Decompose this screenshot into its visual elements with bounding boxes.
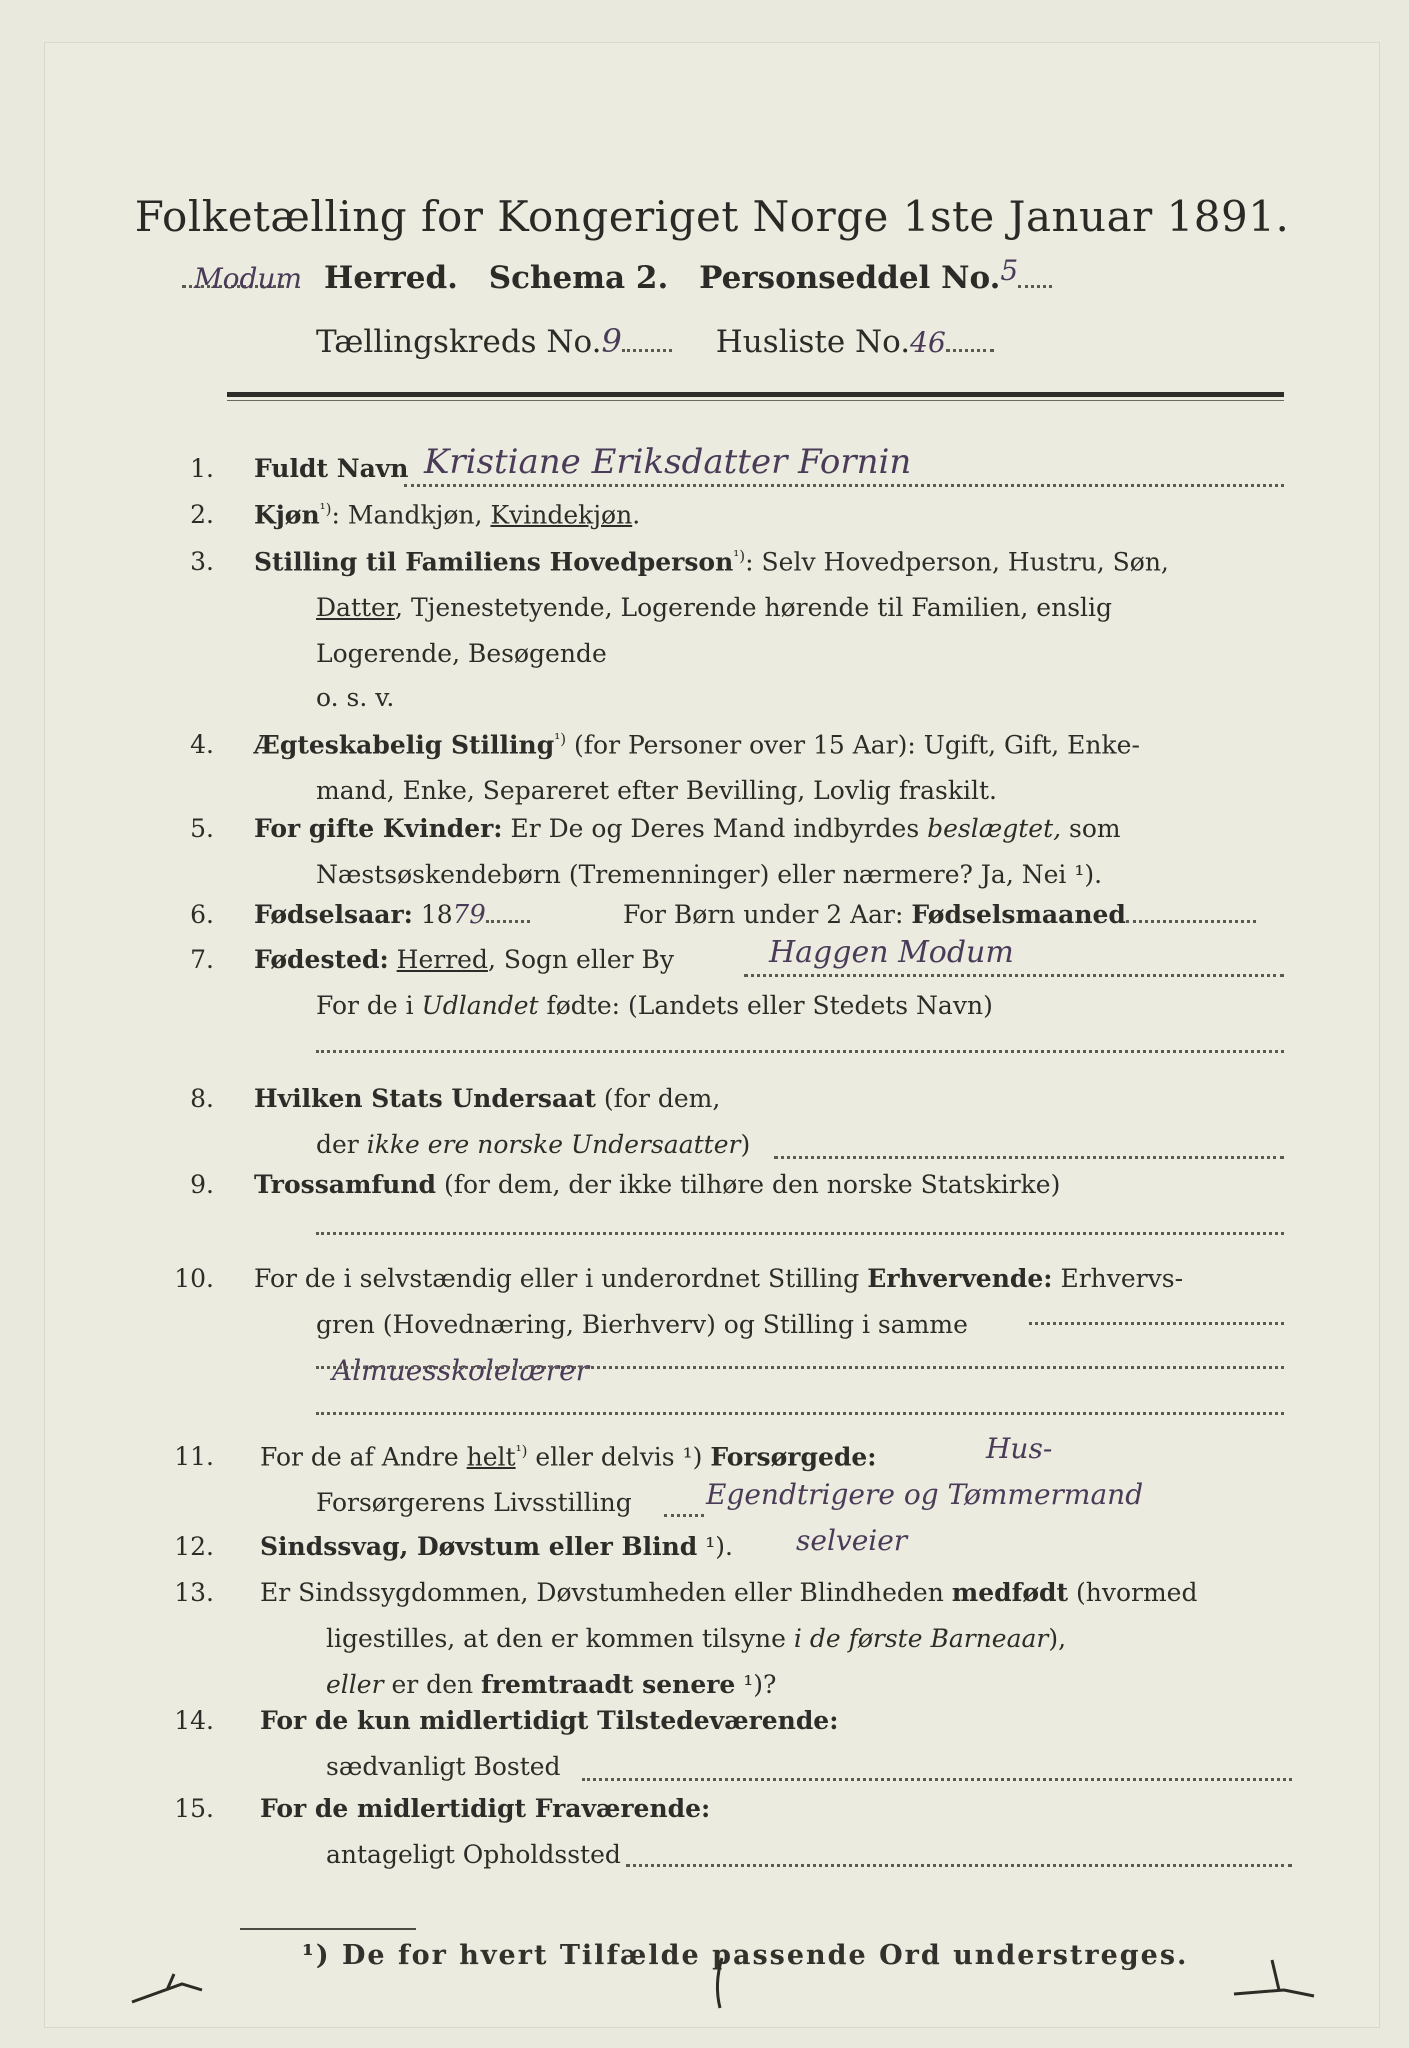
item-number: 8. xyxy=(190,1084,214,1113)
footnote-mark: ¹) xyxy=(733,547,746,565)
item-label: medfødt xyxy=(951,1578,1069,1607)
item-text: Erhvervs- xyxy=(1052,1264,1184,1293)
fill-line xyxy=(316,1412,1284,1415)
item-label: For gifte Kvinder: xyxy=(254,814,503,843)
item-number: 14. xyxy=(174,1706,214,1735)
fill-line xyxy=(774,1156,1284,1159)
husliste-value: 46 xyxy=(910,326,946,359)
item-label: Fødselsmaaned xyxy=(911,900,1126,929)
item-text: For de i xyxy=(316,991,422,1020)
header-rule xyxy=(227,392,1284,397)
item-number: 2. xyxy=(190,500,214,529)
birthplace-value: Haggen Modum xyxy=(769,935,1014,970)
item-text: ligestilles, at den er kommen tilsyne xyxy=(326,1624,794,1653)
footnote-mark: ¹) xyxy=(515,1442,528,1460)
item-text: eller delvis ¹) xyxy=(527,1442,711,1472)
item-text: Er Sindssygdommen, Døvstumheden eller Blindheden xyxy=(260,1578,952,1607)
header-rule-thin xyxy=(227,400,1284,401)
fill-line xyxy=(664,1514,704,1517)
census-form-page xyxy=(44,42,1380,2028)
fill-line xyxy=(626,1864,1292,1867)
kreds-value: 9 xyxy=(601,322,622,360)
item-text: For de af Andre xyxy=(260,1442,467,1472)
item-label: Stilling til Familiens Hovedperson xyxy=(254,547,734,577)
item-text: mand, Enke, Separeret efter Bevilling, Lovlig fraskilt. xyxy=(316,776,997,805)
item-text: der xyxy=(316,1130,367,1159)
underlined-choice: Datter xyxy=(316,593,396,622)
underlined-choice: helt xyxy=(466,1442,516,1472)
kreds-label: Tællingskreds No. xyxy=(316,324,602,360)
footnote: ¹) De for hvert Tilfælde passende Ord understreges. xyxy=(302,1940,1189,1971)
fill-line xyxy=(316,1050,1284,1053)
item-text: beslægtet, xyxy=(927,814,1062,843)
item-text: : Mandkjøn, xyxy=(331,500,491,530)
item-text: eller xyxy=(326,1670,384,1699)
item-text: antageligt Opholdssted xyxy=(326,1840,621,1869)
item-text: , Sogn eller By xyxy=(487,945,675,974)
fill-line xyxy=(744,974,1284,977)
item-text: o. s. v. xyxy=(316,683,395,712)
item-text: (for dem, xyxy=(595,1084,721,1113)
form-title: Folketælling for Kongeriget Norge 1ste Januar 1891. xyxy=(134,192,1290,241)
item-label: Fødested: xyxy=(254,945,389,974)
schema-label: Schema 2. xyxy=(488,260,669,296)
full-name-value: Kristiane Eriksdatter Fornin xyxy=(424,442,912,482)
underlined-choice: Herred xyxy=(396,945,488,974)
item-label: Fødselsaar: xyxy=(254,900,413,929)
item-text: . xyxy=(632,500,641,530)
item-text: gren (Hovednæring, Bierhverv) og Stilling i samme xyxy=(316,1310,968,1339)
personseddel-label: Personseddel No. xyxy=(699,260,1001,296)
birth-year-value: 79 xyxy=(452,900,486,930)
item-text: ¹)? xyxy=(735,1670,777,1699)
item-text: er den xyxy=(383,1670,482,1699)
item-number: 5. xyxy=(190,814,214,843)
item-text: (for Personer over 15 Aar): Ugift, Gift, Enke- xyxy=(566,730,1140,760)
underlined-choice: Kvindekjøn xyxy=(490,500,633,530)
item-text: (for dem, der ikke tilhøre den norske Statskirke) xyxy=(436,1170,1061,1199)
item-text: fødte: (Landets eller Stedets Navn) xyxy=(538,991,993,1020)
item-number: 4. xyxy=(190,730,214,759)
item-number: 3. xyxy=(190,547,214,576)
footnote-mark: ¹) xyxy=(319,500,332,518)
item-label: Fuldt Navn xyxy=(254,454,409,483)
item-text: Er De og Deres Mand indbyrdes xyxy=(502,814,928,843)
personseddel-value: 5 xyxy=(1000,254,1019,287)
item-text: ¹). xyxy=(697,1532,733,1561)
item-text: Forsørgerens Livsstilling xyxy=(316,1488,632,1517)
herred-value: Modum xyxy=(194,262,303,295)
item-number: 13. xyxy=(174,1578,214,1607)
item-number: 7. xyxy=(190,945,214,974)
item-number: 6. xyxy=(190,900,214,929)
item-number: 1. xyxy=(190,454,214,483)
corner-mark-icon xyxy=(1224,1952,1324,2012)
fill-line xyxy=(316,1232,1284,1235)
item-text: Logerende, Besøgende xyxy=(316,639,607,668)
item-text: som xyxy=(1061,814,1121,843)
item-text: (hvormed xyxy=(1068,1578,1198,1607)
item-label: Hvilken Stats Undersaat xyxy=(254,1084,596,1113)
supported-value: Hus- xyxy=(986,1432,1053,1465)
item-text: ), xyxy=(1048,1624,1067,1653)
occupation-value: Almuesskolelærer xyxy=(332,1354,590,1387)
fill-line xyxy=(404,484,1284,487)
item-number: 15. xyxy=(174,1794,214,1823)
crease-mark-icon xyxy=(704,1954,734,2014)
provider-occupation-value-2: selveier xyxy=(796,1524,908,1557)
fill-line xyxy=(582,1778,1292,1781)
footnote-mark: ¹) xyxy=(554,730,567,748)
corner-mark-icon xyxy=(122,1962,212,2012)
item-text: : Selv Hovedperson, Hustru, Søn, xyxy=(745,547,1169,577)
item-label: For de midlertidigt Fraværende: xyxy=(260,1794,711,1823)
item-text: Udlandet xyxy=(421,991,539,1020)
item-label: Ægteskabelig Stilling xyxy=(254,730,555,760)
item-label: Sindssvag, Døvstum eller Blind xyxy=(260,1532,698,1561)
item-label: Forsørgede: xyxy=(710,1442,877,1472)
item-text: , Tjenestetyende, Logerende hørende til Familien, enslig xyxy=(395,593,1113,622)
item-text: For Børn under 2 Aar: xyxy=(623,900,912,929)
fill-line xyxy=(1029,1322,1284,1325)
herred-label: Herred. xyxy=(324,260,458,296)
footnote-rule xyxy=(240,1928,416,1930)
item-label: Erhvervende: xyxy=(867,1264,1053,1293)
item-number: 10. xyxy=(174,1264,214,1293)
item-text: Næstsøskendebørn (Tremenninger) eller nærmere? Ja, Nei ¹). xyxy=(316,860,1103,889)
item-text: sædvanligt Bosted xyxy=(326,1752,561,1781)
item-text: For de i selvstændig eller i underordnet Stilling xyxy=(254,1264,868,1293)
item-text: ) xyxy=(740,1130,751,1159)
item-label: For de kun midlertidigt Tilstedeværende: xyxy=(260,1706,839,1735)
item-text: fremtraadt senere xyxy=(481,1670,736,1699)
item-number: 11. xyxy=(174,1442,214,1471)
item-text: i de første Barneaar xyxy=(793,1624,1049,1653)
husliste-label: Husliste No. xyxy=(715,324,911,360)
item-number: 9. xyxy=(190,1170,214,1199)
item-text: ikke ere norske Undersaatter xyxy=(366,1130,741,1159)
herred-row xyxy=(182,254,1052,296)
item-text: 18 xyxy=(412,900,453,929)
kreds-row xyxy=(316,322,994,360)
item-label: Kjøn xyxy=(254,500,320,530)
provider-occupation-value: Egendtrigere og Tømmermand xyxy=(706,1478,1144,1511)
item-label: Trossamfund xyxy=(254,1170,437,1199)
fill-line xyxy=(316,1366,1284,1369)
item-number: 12. xyxy=(174,1532,214,1561)
